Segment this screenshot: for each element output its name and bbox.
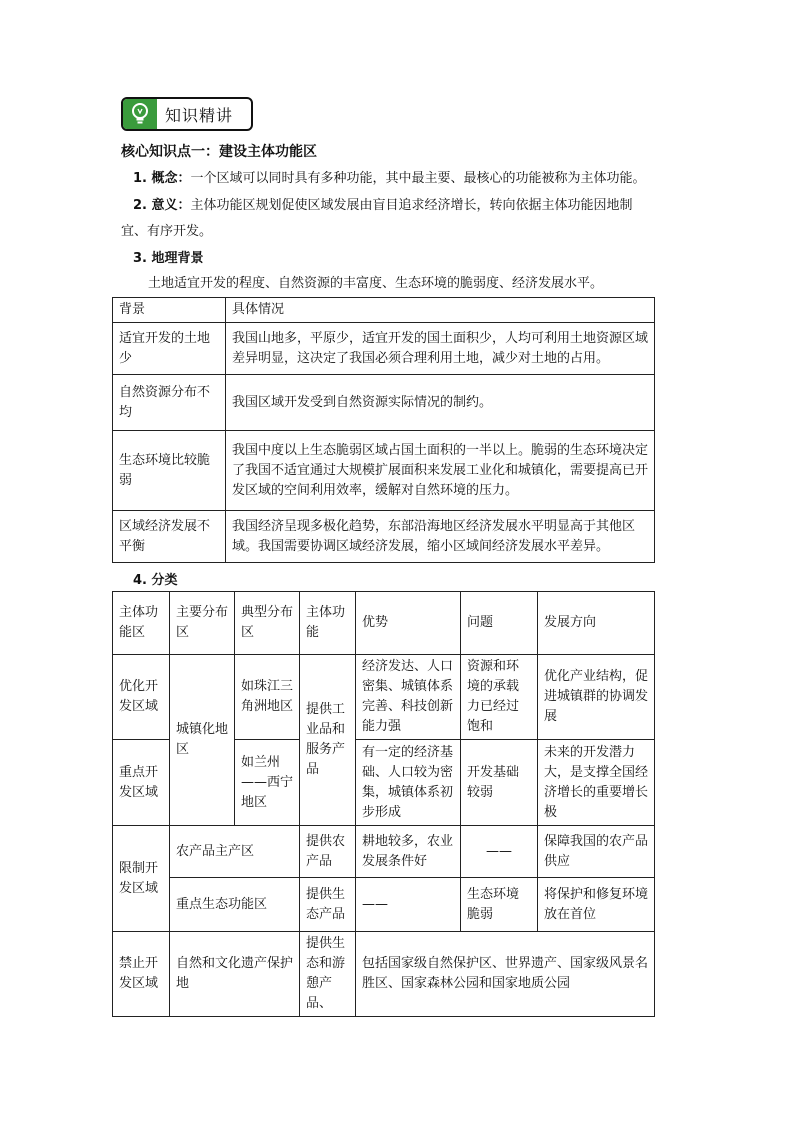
background-table (112, 297, 655, 563)
table-cell: 生态环境脆弱 (461, 878, 538, 932)
table-cell: —— (356, 878, 461, 932)
table-cell: 优化产业结构，促进城镇群的协调发展 (538, 655, 655, 740)
table-row (113, 655, 655, 740)
table-row (113, 511, 655, 563)
significance-text-2: 宜、有序开发。 (121, 224, 213, 239)
header-cell: 典型分布区 (235, 592, 300, 655)
header-cell: 问题 (461, 592, 538, 655)
table-cell: 包括国家级自然保护区、世界遗产、国家级风景名胜区、国家森林公园和国家地质公园 (356, 932, 655, 1017)
concept-label: 1. 概念： (133, 171, 191, 186)
classify-title: 4. 分类 (133, 573, 178, 588)
table-cell: 有一定的经济基础、人口较为密集，城镇体系初步形成 (356, 740, 461, 826)
table-cell: 提供工业品和服务产品 (300, 655, 356, 826)
header-cell: 主要分布区 (170, 592, 235, 655)
table-cell: 重点开发区域 (113, 740, 170, 826)
table-cell: 资源和环境的承载力已经过饱和 (461, 655, 538, 740)
table-cell: 耕地较多，农业发展条件好 (356, 826, 461, 878)
table-cell: 禁止开发区域 (113, 932, 170, 1017)
table-cell: 如珠江三角洲地区 (235, 655, 300, 740)
table-cell: 经济发达、人口密集、城镇体系完善、科技创新能力强 (356, 655, 461, 740)
table-row (113, 826, 655, 878)
header-cell: 背景 (113, 298, 226, 323)
section-title: 核心知识点一：建设主体功能区 (121, 144, 317, 160)
table-cell: 优化开发区域 (113, 655, 170, 740)
table-cell: 农产品主产区 (170, 826, 300, 878)
table-cell: 将保护和修复环境放在首位 (538, 878, 655, 932)
section-badge (121, 97, 253, 131)
concept-line (133, 169, 646, 189)
geo-bg-intro: 土地适宜开发的程度、自然资源的丰富度、生态环境的脆弱度、经济发展水平。 (148, 276, 604, 291)
table-cell: 生态环境比较脆弱 (113, 431, 226, 511)
table-cell: 区域经济发展不平衡 (113, 511, 226, 563)
header-cell: 主体功能区 (113, 592, 170, 655)
table-row (113, 375, 655, 431)
significance-line (133, 196, 633, 216)
header-cell: 具体情况 (226, 298, 655, 323)
header-cell: 发展方向 (538, 592, 655, 655)
table-row (113, 932, 655, 1017)
table-cell: 城镇化地区 (170, 655, 235, 826)
badge-label: 知识精讲 (165, 105, 234, 125)
table-cell: 提供农产品 (300, 826, 356, 878)
table-cell: 开发基础较弱 (461, 740, 538, 826)
table-cell: 提供生态产品 (300, 878, 356, 932)
table-cell: 我国经济呈现多极化趋势，东部沿海地区经济发展水平明显高于其他区域。我国需要协调区域经济发展，缩小区域间经济发展水平差异。 (226, 511, 655, 563)
table-row (113, 323, 655, 375)
concept-text: 一个区域可以同时具有多种功能，其中最主要、最核心的功能被称为主体功能。 (190, 171, 646, 186)
table-cell: —— (461, 826, 538, 878)
table-cell: 限制开发区域 (113, 826, 170, 932)
table-cell: 自然资源分布不均 (113, 375, 226, 431)
header-cell: 主体功能 (300, 592, 356, 655)
significance-label: 2. 意义： (133, 198, 191, 213)
classification-table (112, 591, 655, 1017)
table-header-row (113, 592, 655, 655)
lightbulb-icon (123, 99, 157, 129)
table-cell: 适宜开发的土地少 (113, 323, 226, 375)
table-row (113, 878, 655, 932)
table-cell: 自然和文化遗产保护地 (170, 932, 300, 1017)
table-cell: 重点生态功能区 (170, 878, 300, 932)
table-cell: 我国山地多，平原少，适宜开发的国土面积少，人均可利用土地资源区域差异明显，这决定了我国必须合理利用土地，减少对土地的占用。 (226, 323, 655, 375)
table-row (113, 431, 655, 511)
table-cell: 未来的开发潜力大，是支撑全国经济增长的重要增长极 (538, 740, 655, 826)
table-cell: 我国中度以上生态脆弱区域占国土面积的一半以上。脆弱的生态环境决定了我国不适宜通过大规模扩展面积来发展工业化和城镇化，需要提高已开发区域的空间利用效率，缓解对自然环境的压力。 (226, 431, 655, 511)
header-cell: 优势 (356, 592, 461, 655)
table-cell: 如兰州——西宁地区 (235, 740, 300, 826)
table-cell: 提供生态和游憩产品、 (300, 932, 356, 1017)
table-cell: 保障我国的农产品供应 (538, 826, 655, 878)
geo-bg-title: 3. 地理背景 (133, 251, 204, 266)
table-header-row (113, 298, 655, 323)
significance-text-1: 主体功能区规划促使区域发展由盲目追求经济增长，转向依据主体功能因地制 (190, 198, 633, 213)
table-cell: 我国区域开发受到自然资源实际情况的制约。 (226, 375, 655, 431)
